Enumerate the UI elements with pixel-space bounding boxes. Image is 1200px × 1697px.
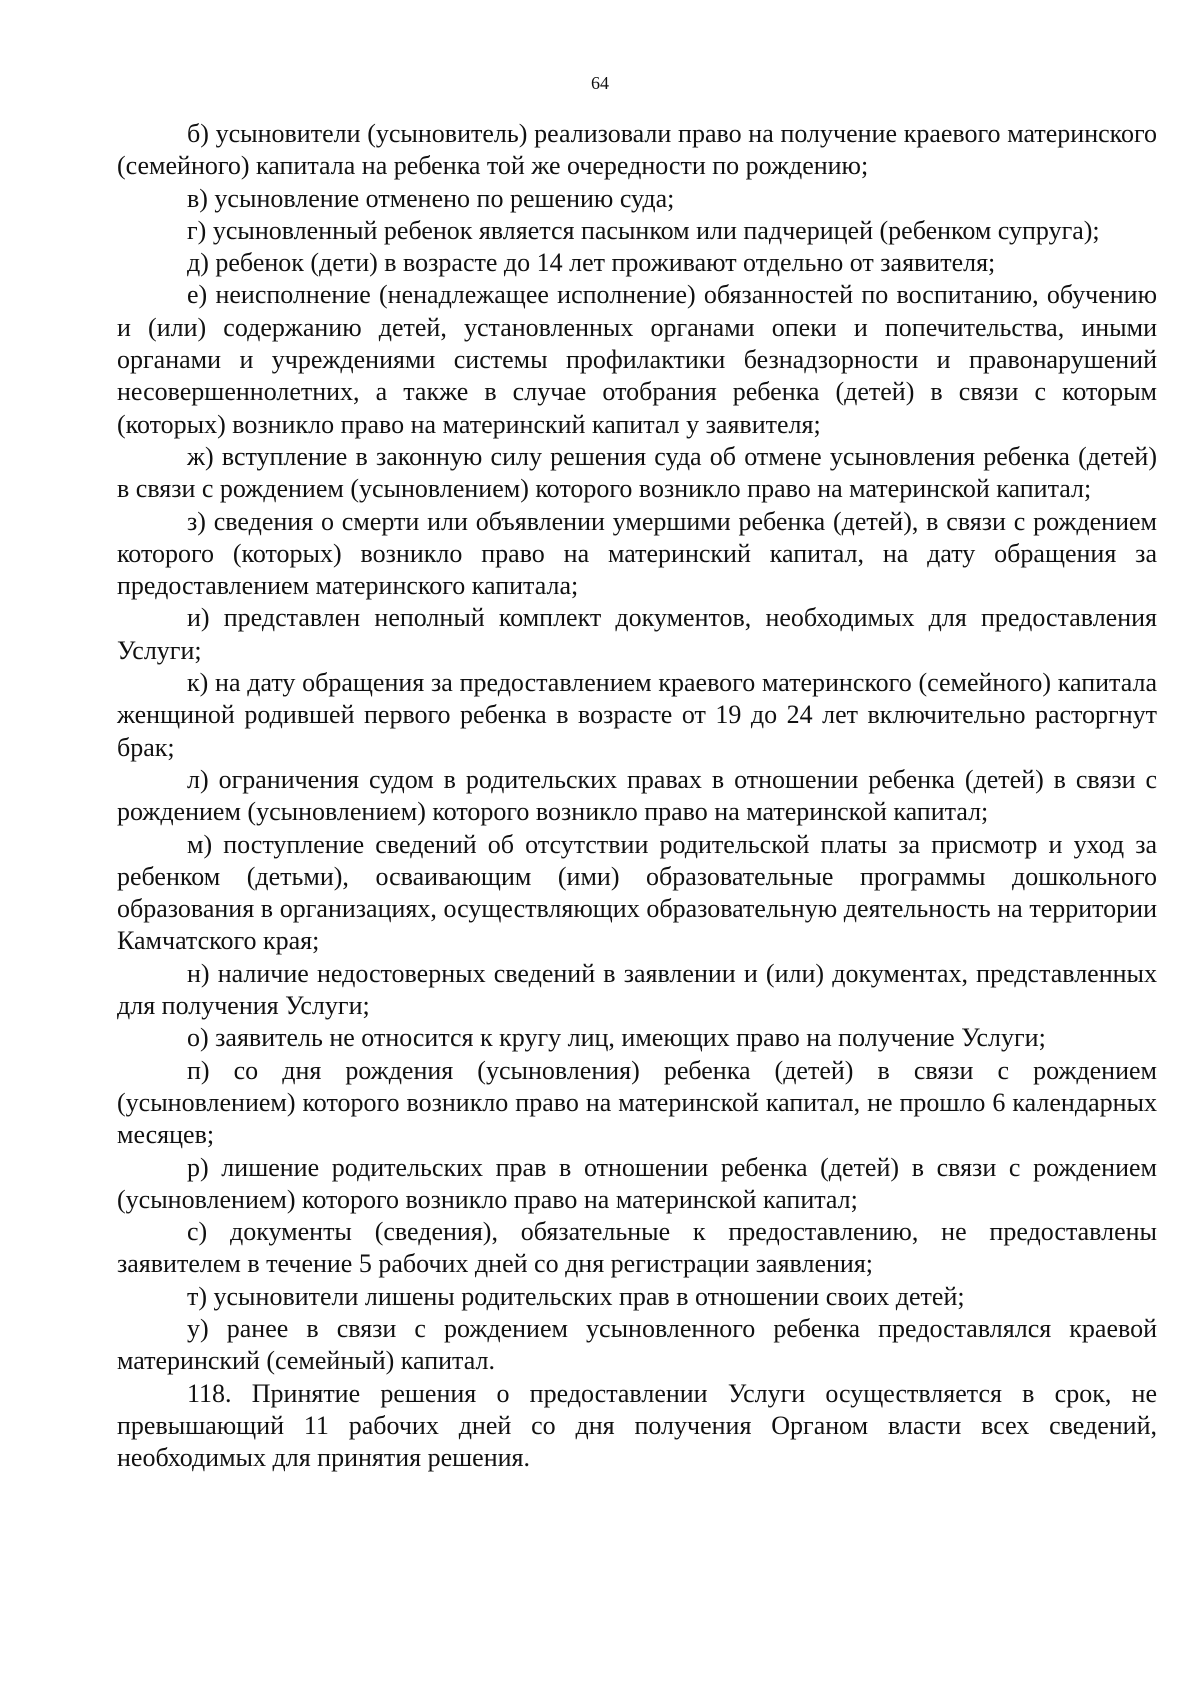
page-number: 64 (591, 73, 609, 93)
paragraph-i: и) представлен неполный комплект документов, необходимых для предоставления Услуги; (117, 603, 1157, 665)
paragraph-m: м) поступление сведений об отсутствии родительской платы за присмотр и уход за ребенком (детьми), осваивающим (ими) образовательные программы дошкольного образования в организациях, осуществляющих образовательную деятельность на территории Камчатского края; (117, 829, 1157, 956)
paragraph-v: в) усыновление отменено по решению суда; (187, 183, 675, 213)
paragraph-t: т) усыновители лишены родительских прав в отношении своих детей; (187, 1281, 965, 1311)
paragraph-k: к) на дату обращения за предоставлением краевого материнского (семейного) капитала женщиной родившей первого ребенка в возрасте от 19 до 24 лет включительно расторгнут брак; (117, 668, 1157, 762)
paragraph-e: е) неисполнение (ненадлежащее исполнение) обязанностей по воспитанию, обучению и (или) содержанию детей, установленных органами опеки и попечительства, иными органами и учреждениями системы профилактики безнадзорности и правонарушений несовершеннолетних, а также в случае отобрания ребенка (детей) в связи с которым (которых) возникло право на материнский капитал у заявителя; (117, 280, 1157, 439)
paragraph-g: г) усыновленный ребенок является пасынком или падчерицей (ребенком супруга); (187, 215, 1100, 245)
paragraph-u: у) ранее в связи с рождением усыновленного ребенка предоставлялся краевой материнский (семейный) капитал. (117, 1313, 1157, 1376)
paragraph-z: з) сведения о смерти или объявлении умершими ребенка (детей), в связи с рождением которого (которых) возникло право на материнский капитал, на дату обращения за предоставлением материнского капитала; (117, 506, 1157, 601)
paragraph-n: н) наличие недостоверных сведений в заявлении и (или) документах, представленных для получения Услуги; (117, 958, 1157, 1021)
paragraph-l: л) ограничения судом в родительских правах в отношении ребенка (детей) в связи с рождением (усыновлением) которого возникло право на материнской капитал; (117, 764, 1157, 827)
paragraph-p: п) со дня рождения (усыновления) ребенка (детей) в связи с рождением (усыновлением) которого возникло право на материнской капитал, не прошло 6 календарных месяцев; (117, 1055, 1157, 1150)
paragraph-zh: ж) вступление в законную силу решения суда об отмене усыновления ребенка (детей) в связи с рождением (усыновлением) которого возникло право на материнской капитал; (117, 441, 1157, 504)
paragraph-118: 118. Принятие решения о предоставлении Услуги осуществляется в срок, не превышающий 11 рабочих дней со дня получения Органом власти всех сведений, необходимых для принятия решения. (117, 1378, 1157, 1473)
paragraph-d: д) ребенок (дети) в возрасте до 14 лет проживают отдельно от заявителя; (187, 248, 996, 278)
paragraph-s: с) документы (сведения), обязательные к предоставлению, не предоставлены заявителем в течение 5 рабочих дней со дня регистрации заявления; (117, 1217, 1157, 1279)
paragraph-r: р) лишение родительских прав в отношении ребенка (детей) в связи с рождением (усыновлением) которого возникло право на материнской капитал; (117, 1152, 1157, 1214)
paragraph-b: б) усыновители (усыновитель) реализовали право на получение краевого материнского (семейного) капитала на ребенка той же очередности по рождению; (117, 119, 1157, 181)
document-body (117, 118, 1157, 1474)
paragraph-o: о) заявитель не относится к кругу лиц, имеющих право на получение Услуги; (187, 1023, 1046, 1053)
